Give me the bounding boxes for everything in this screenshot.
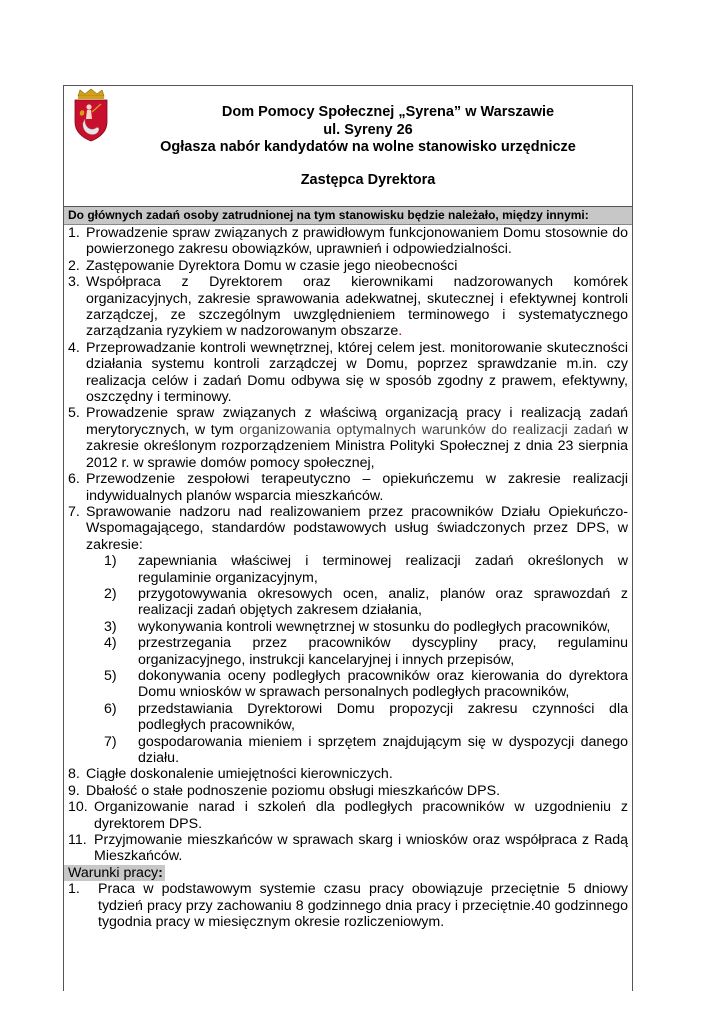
work-condition-number: 1. [68, 881, 80, 898]
subduty-item [94, 701, 628, 734]
duty-item [68, 471, 628, 504]
subduty-number: 1) [104, 553, 117, 570]
duty-number: 8. [68, 766, 80, 783]
duty-text-part: Współpraca z Dyrektorem oraz kierownikami nadzorowanych komórek organizacyjnych, zakresie sprawowania adekwatnej, skutecznej i efektywnej kontroli zarządczej, ze szczególnym uwzględnieniem terminowego i systematycznego zarządzania ryzykiem w nadzorowanym obszarze [86, 274, 628, 340]
work-conditions-list [68, 881, 628, 930]
duty-text-part: Zastępowanie Dyrektora Domu w czasie jego nieobecności [86, 257, 458, 274]
duty-number: 4. [68, 339, 80, 356]
document-header [64, 86, 632, 207]
work-condition-item [68, 881, 628, 930]
duty-item [68, 799, 628, 832]
subduty-item [94, 553, 628, 586]
duty-text [86, 340, 628, 406]
subduty-number: 2) [104, 585, 117, 602]
duties-list-continued [68, 766, 628, 864]
duty-text-part: Przeprowadzanie kontroli wewnętrznej, której celem jest. monitorowanie skuteczności działania systemu kontroli zarządczej w Domu, poprzez sprawdzanie m.in. czy realizacja celów i zadań Domu odbywa się w sposób zgodny z prawem, efektywny, oszczędny i terminowy. [86, 339, 628, 406]
institution-name: Dom Pomocy Społecznej „Syrena” w Warszawie [221, 104, 555, 120]
duty-number: 9. [68, 782, 80, 799]
institution-address: ul. Syreny 26 [323, 122, 413, 138]
duty-item [68, 274, 628, 340]
subduty-item [94, 619, 628, 635]
duty-number: 11. [68, 832, 87, 849]
duty-text-part: w zakresie określonym rozporządzeniem Ministra Polityki Społecznej z dnia 23 sierpnia 2012 r. w sprawie domów pomocy społecznej, [86, 421, 629, 471]
duty-text-part: Sprawowanie nadzoru nad realizowaniem przez pracowników Działu Opiekuńczo-Wspomagającego, standardów podstawowych usług świadczonych przez DPS, w zakresie: [86, 503, 628, 553]
document-frame [63, 85, 633, 991]
duty-text: Przyjmowanie mieszkańców w sprawach skarg i wniosków oraz współpraca z Radą Mieszkańców. [94, 832, 628, 865]
subduty-item [94, 635, 628, 668]
duty-number: 5. [68, 405, 80, 422]
duty-item [68, 225, 628, 258]
subduty-number: 6) [104, 700, 117, 717]
duty-number: 3. [68, 274, 80, 291]
duty-item [68, 258, 628, 274]
duty-number: 7. [68, 503, 80, 520]
duty-number: 10. [68, 799, 88, 816]
duty-text [86, 504, 628, 553]
subduties-list [68, 553, 628, 766]
duty-item [68, 832, 628, 865]
announcement-title: Ogłasza nabór kandydatów na wolne stanowisko urzędnicze [160, 139, 576, 155]
duty-text [86, 274, 628, 340]
duty-item [68, 766, 628, 782]
duty-text [86, 405, 628, 471]
duty-text-part: Prowadzenie spraw związanych z prawidłowym funkcjonowaniem Domu stosownie do powierzonego zakresu obowiązków, uprawnień i odpowiedzialności. [86, 225, 628, 258]
duties-section-header: Do głównych zadań osoby zatrudnionej na tym stanowisku będzie należało, między innymi: [64, 207, 632, 225]
subduty-text: przedstawiania Dyrektorowi Domu propozycji zakresu czynności dla podległych pracowników, [138, 700, 628, 734]
subduty-item [94, 668, 628, 701]
duty-text-part: . [398, 323, 403, 340]
duties-list [68, 225, 628, 553]
position-title: Zastępca Dyrektora [300, 172, 436, 188]
duty-text [86, 258, 628, 274]
duty-text-part: Prowadzenie spraw związanych z właściwą organizacją pracy i realizacją zadań merytorycznych, w tym [86, 405, 628, 438]
subduty-text: przestrzegania przez pracowników dyscypliny pracy, regulaminu organizacyjnego, instrukcji kancelaryjnej i innych przepisów, [138, 635, 628, 668]
duty-item [68, 405, 628, 471]
duty-text: Organizowanie narad i szkoleń dla podległych pracowników w uzgodnieniu z dyrektorem DPS. [94, 799, 628, 832]
subduty-number: 3) [104, 618, 117, 635]
subduty-number: 4) [104, 635, 117, 652]
duty-text: Dbałość o stałe podnoszenie poziomu obsługi mieszkańców DPS. [86, 782, 501, 799]
work-condition-text: Praca w podstawowym systemie czasu pracy obowiązuje przeciętnie 5 dniowy tydzień pracy przy zachowaniu 8 godzinnego dnia pracy i przeciętnie.40 godzinnego tygodnia pracy w miesięcznym okresie rozliczeniowym. [98, 881, 628, 931]
duty-item [68, 504, 628, 553]
duty-item [68, 783, 628, 799]
subduty-number: 5) [104, 667, 117, 684]
duty-number: 1. [68, 225, 80, 241]
work-conditions-header [68, 865, 628, 881]
subduty-text: zapewniania właściwej i terminowej realizacji zadań określonych w regulaminie organizacyjnym, [138, 553, 628, 586]
work-conditions-label: Warunki pracy: [64, 865, 165, 881]
duty-item [68, 340, 628, 406]
subduty-number: 7) [104, 733, 117, 750]
duty-text [86, 471, 628, 504]
subduty-item [94, 586, 628, 619]
subduty-text: wykonywania kontroli wewnętrznej w stosunku do podległych pracowników, [138, 618, 611, 635]
subduty-text: przygotowywania okresowych ocen, analiz, planów oraz sprawozdań z realizacji zadań objętych zakresem działania, [138, 585, 628, 619]
duty-number: 6. [68, 471, 80, 488]
duty-text [86, 225, 628, 258]
duty-number: 2. [68, 257, 80, 274]
subduty-text: dokonywania oceny podległych pracowników oraz kierowania do dyrektora Domu wniosków w sprawach personalnych podległych pracowników, [138, 667, 628, 701]
duty-text-part: organizowania optymalnych warunków do realizacji zadań [239, 421, 613, 438]
subduty-item [94, 734, 628, 767]
subduty-text: gospodarowania mieniem i sprzętem znajdującym się w dyspozycji danego działu. [138, 733, 628, 766]
document-body [64, 225, 632, 930]
duty-text-part: Przewodzenie zespołowi terapeutyczno – opiekuńczemu w zakresie realizacji indywidualnych planów wsparcia mieszkańców. [86, 471, 628, 504]
duty-text: Ciągłe doskonalenie umiejętności kierowniczych. [86, 766, 393, 783]
